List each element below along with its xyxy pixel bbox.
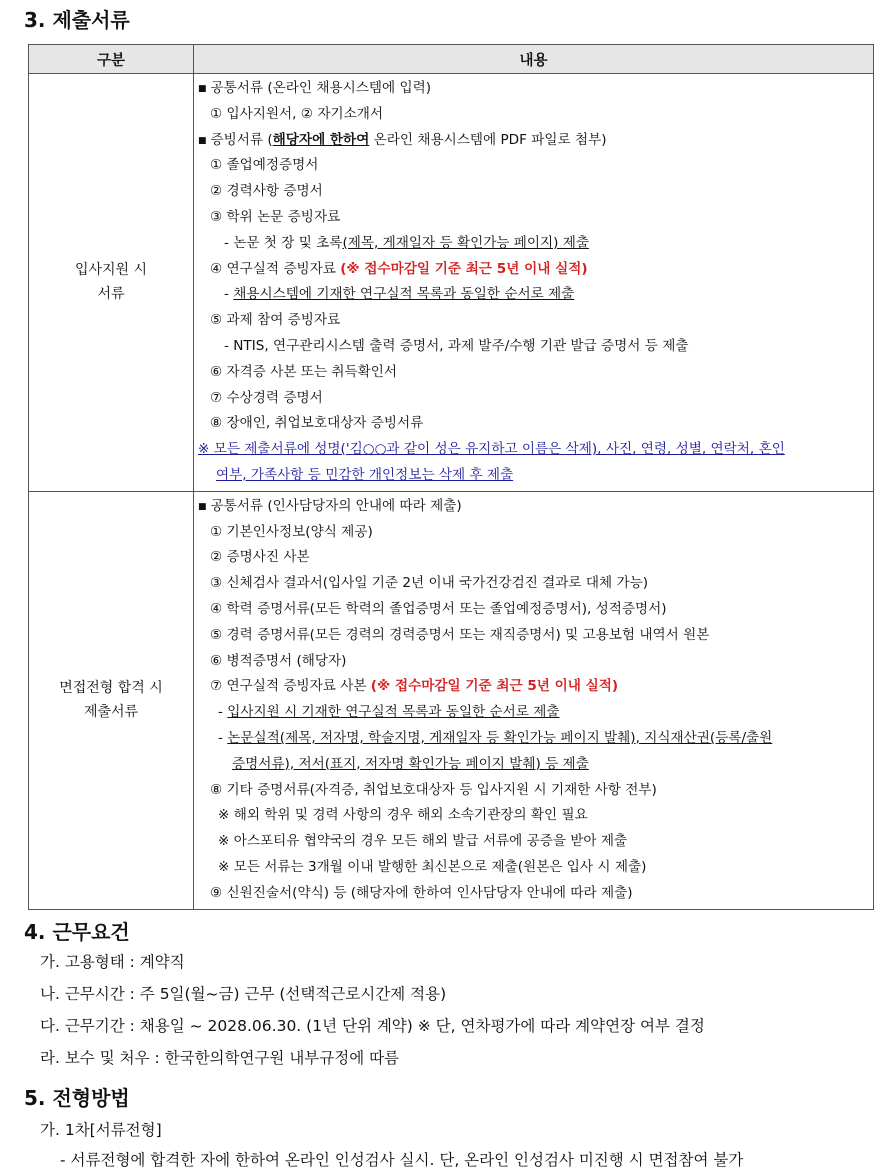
list-item: ⑨ 신원진술서(약식) 등 (해당자에 한하여 인사담당자 안내에 따라 제출)	[210, 884, 633, 901]
list-subitem: - 논문실적(제목, 저자명, 학술지명, 게재일자 등 확인가능 페이지 발췌), 지식재산권(등록/출원	[218, 729, 773, 746]
list-item: ⑧ 장애인, 취업보호대상자 증빙서류	[210, 415, 424, 432]
common-docs-heading: ■ 공통서류 (인사담당자의 안내에 따라 제출)	[198, 494, 867, 520]
table-row	[29, 491, 874, 909]
list-item: ③ 신체검사 결과서(입사일 기준 2년 이내 국가건강검진 결과로 대체 가능)	[210, 575, 649, 592]
table-row	[29, 74, 874, 492]
common-docs-items: ① 입사지원서, ② 자기소개서	[210, 105, 383, 122]
list-item: ④ 학력 증명서류(모든 학력의 졸업증명서 또는 졸업예정증명서), 성적증명서)	[210, 600, 667, 617]
list-item: ⑥ 병적증명서 (해당자)	[210, 652, 347, 669]
section-5-heading: 5. 전형방법	[24, 1086, 130, 1110]
header-content: 내용	[194, 45, 874, 74]
list-item: ⑥ 자격증 사본 또는 취득확인서	[210, 363, 398, 380]
list-item: ⑧ 기타 증명서류(자격증, 취업보호대상자 등 입사지원 시 기재한 사항 전부)	[210, 781, 657, 798]
list-item: ④ 연구실적 증빙자료 (※ 접수마감일 기준 최근 5년 이내 실적)	[210, 260, 588, 277]
work-hours: 나. 근무시간 : 주 5일(월~금) 근무 (선택적근로시간제 적용)	[40, 985, 447, 1003]
privacy-note-line-1: ※ 모든 제출서류에 성명('김○○과 같이 성은 유지하고 이름은 삭제), 사진, 연령, 성별, 연락처, 혼인	[198, 441, 785, 458]
row-content-application	[194, 74, 874, 492]
screening-step-1: 가. 1차[서류전형]	[40, 1121, 162, 1139]
list-item: ① 기본인사정보(양식 제공)	[210, 523, 373, 540]
list-item: ⑦ 수상경력 증명서	[210, 389, 323, 406]
documents-table	[28, 44, 874, 910]
common-docs-heading: ■ 공통서류 (온라인 채용시스템에 입력)	[198, 76, 867, 102]
row-content-interview	[194, 491, 874, 909]
list-note: ※ 모든 서류는 3개월 이내 발행한 최신본으로 제출(원본은 입사 시 제출)	[218, 858, 647, 875]
screening-step-1-detail: - 서류전형에 합격한 자에 한하여 온라인 인성검사 실시. 단, 온라인 인성검사 미진행 시 면접참여 불가	[60, 1151, 744, 1169]
table-header-row	[29, 45, 874, 74]
list-item: ⑦ 연구실적 증빙자료 사본 (※ 접수마감일 기준 최근 5년 이내 실적)	[210, 678, 619, 695]
list-subitem-continued: 증명서류), 저서(표지, 저자명 확인가능 페이지 발췌) 등 제출	[232, 755, 589, 772]
list-item: ① 졸업예정증명서	[210, 157, 319, 174]
list-note: ※ 아스포티유 협약국의 경우 모든 해외 발급 서류에 공증을 받아 제출	[218, 833, 628, 850]
list-subitem: - NTIS, 연구관리시스템 출력 증명서, 과제 발주/수행 기관 발급 증명서 등 제출	[224, 337, 689, 354]
list-item: ② 경력사항 증명서	[210, 183, 323, 200]
compensation: 라. 보수 및 처우 : 한국한의학연구원 내부규정에 따름	[40, 1049, 400, 1067]
list-item: ③ 학위 논문 증빙자료	[210, 208, 341, 225]
list-item: ⑤ 경력 증명서류(모든 경력의 경력증명서 또는 재직증명서) 및 고용보험 내역서 원본	[210, 626, 710, 643]
list-item: ② 증명사진 사본	[210, 549, 310, 566]
work-type: 가. 고용형태 : 계약직	[40, 953, 185, 971]
work-period: 다. 근무기간 : 채용일 ~ 2028.06.30. (1년 단위 계약) ※ 단, 연차평가에 따라 계약연장 여부 결정	[40, 1017, 705, 1035]
row-category-application: 입사지원 시 서류	[29, 74, 194, 492]
evidence-docs-heading: ■ 증빙서류 (해당자에 한하여 온라인 채용시스템에 PDF 파일로 첨부)	[198, 128, 867, 154]
header-category: 구분	[29, 45, 194, 74]
list-subitem: - 채용시스템에 기재한 연구실적 목록과 동일한 순서로 제출	[224, 286, 575, 303]
list-item: ⑤ 과제 참여 증빙자료	[210, 312, 341, 329]
row-category-interview: 면접전형 합격 시 제출서류	[29, 491, 194, 909]
section-3-heading: 3. 제출서류	[24, 8, 130, 32]
section-4-heading: 4. 근무요건	[24, 920, 130, 944]
privacy-note-line-2: 여부, 가족사항 등 민감한 개인정보는 삭제 후 제출	[216, 466, 514, 483]
list-subitem: - 입사지원 시 기재한 연구실적 목록과 동일한 순서로 제출	[218, 704, 560, 721]
list-subitem: - 논문 첫 장 및 초록(제목, 게재일자 등 확인가능 페이지) 제출	[224, 234, 590, 251]
list-note: ※ 해외 학위 및 경력 사항의 경우 해외 소속기관장의 확인 필요	[218, 807, 588, 824]
